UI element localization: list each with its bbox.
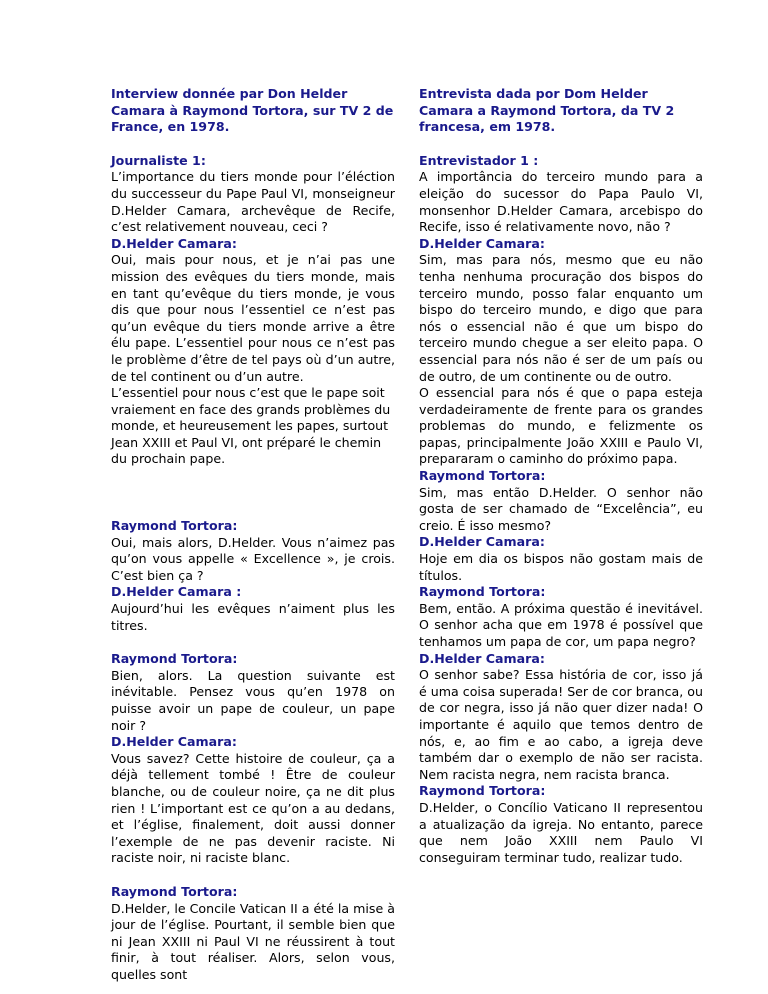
speaker-label: D.Helder Camara: (419, 534, 545, 550)
speaker-label: D.Helder Camara : (111, 584, 242, 600)
speech-text: D.Helder, le Concile Vatican II a été la mise à jour de l’église. Pourtant, il semble bien que ni Jean XXIII ni Paul VI ne réussirent à tout finir, à tout réaliser. Alors, selon vous, quelles sont (111, 900, 395, 982)
french-q2-block (111, 518, 395, 634)
french-q3-block (111, 651, 395, 867)
speaker-label: Raymond Tortora: (419, 783, 546, 799)
speaker-label: D.Helder Camara: (419, 235, 545, 251)
speech-text: Vous savez? Cette histoire de couleur, ça a déjà tellement tombé ! Être de couleur blanche, ou de couleur noire, ça ne dit plus rien ! L’important est ce qu’on a au dedans, et l’église, finalement, doit aussi donner l’exemple de ne pas devenir raciste. Ni raciste noir, ni raciste blanc. (111, 750, 395, 866)
speaker-label: Raymond Tortora: (111, 518, 238, 534)
speech-text: L’essentiel pour nous c’est que le pape soit vraiement en face des grands problèmes du monde, et heureusement les papes, surtout Jean XXIII et Paul VI, ont préparé le chemin du prochain pape. (111, 385, 391, 467)
speech-text: Aujourd’hui les evêques n’aiment plus les titres. (111, 601, 395, 633)
portuguese-body (419, 153, 703, 867)
speech-text: D.Helder, o Concílio Vaticano II representou a atualização da igreja. No entanto, parece que nem João XXIII nem Paulo VI conseguiram terminar tudo, realizar tudo. (419, 799, 703, 865)
speech-text: O essencial para nós é que o papa esteja verdadeiramente de frente para os grandes problemas do mundo, e felizmente os papas, principalmente João XXIII e Paulo VI, prepararam o caminho do próximo papa. (419, 385, 703, 467)
portuguese-title: Entrevista dada por Dom Helder Camara a Raymond Tortora, da TV 2 francesa, em 1978. (419, 86, 675, 135)
speech-text: Oui, mais alors, D.Helder. Vous n’aimez pas qu’on vous appelle « Excellence », je crois. C’est bien ça ? (111, 534, 395, 583)
speech-text: A importância do terceiro mundo para a eleição do sucessor do Papa Paulo VI, monsenhor D.Helder Camara, arcebispo do Recife, isso é relativamente novo, não ? (419, 169, 703, 235)
speaker-label: Raymond Tortora: (419, 468, 546, 484)
speech-text: Bem, então. A próxima questão é inevitável. O senhor acha que em 1978 é possível que tenhamos um papa de cor, um papa negro? (419, 600, 703, 649)
speaker-label: D.Helder Camara: (419, 650, 545, 666)
speaker-label: D.Helder Camara: (111, 734, 237, 750)
speaker-label: Journaliste 1: (111, 152, 206, 168)
speech-text: Sim, mas para nós, mesmo que eu não tenha nenhuma procuração dos bispos do terceiro mundo, posso falar enquanto um bispo do terceiro mundo, e digo que para nós o essencial não é que um bispo do terceiro mundo chegue a ser eleito papa. O essencial para nós não é ser de um país ou de outro, de um continente ou de outro. (419, 252, 703, 384)
speaker-label: Entrevistador 1 : (419, 152, 539, 168)
speech-text: L’importance du tiers monde pour l’éléction du successeur du Pape Paul VI, monseigneur D.Helder Camara, archevêque de Recife, c’est relativement nouveau, ceci ? (111, 169, 395, 235)
speech-text: Bien, alors. La question suivante est inévitable. Pensez vous qu’en 1978 on puisse avoir un pape de couleur, un pape noir ? (111, 667, 395, 733)
french-title: Interview donnée par Don Helder Camara à Raymond Tortora, sur TV 2 de France, en 1978. (111, 86, 394, 135)
speaker-label: Raymond Tortora: (111, 651, 238, 667)
french-q4-block (111, 884, 395, 984)
speech-text: Oui, mais pour nous, et je n’ai pas une mission des evêques du tiers monde, mais en tant qu’evêque du tiers monde, je vous dis que pour nous l’essentiel ce n’est pas qu’un evêque du tiers monde arrive a être élu pape. L’essentiel pour nous ce n’est pas le problème d’être de tel pays où d’un autre, de tel continent ou d’un autre. (111, 252, 395, 384)
speaker-label: Raymond Tortora: (111, 883, 238, 899)
french-column (111, 86, 395, 984)
speech-text: O senhor sabe? Essa história de cor, isso já é uma coisa superada! Ser de cor branca, ou de cor negra, isso já não quer dizer nada! O importante é aquilo que temos dentro de nós, e, ao fim e ao cabo, a igreja deve também dar o exemplo de não ser racista. Nem racista negra, nem racista branca. (419, 667, 703, 782)
speaker-label: Raymond Tortora: (419, 584, 546, 600)
speech-text: Sim, mas então D.Helder. O senhor não gosta de ser chamado de “Excelência”, eu creio. É isso mesmo? (419, 484, 703, 533)
portuguese-column (419, 86, 703, 866)
speech-text: Hoje em dia os bispos não gostam mais de títulos. (419, 551, 703, 583)
french-q1-block (111, 153, 395, 468)
speaker-label: D.Helder Camara: (111, 235, 237, 251)
